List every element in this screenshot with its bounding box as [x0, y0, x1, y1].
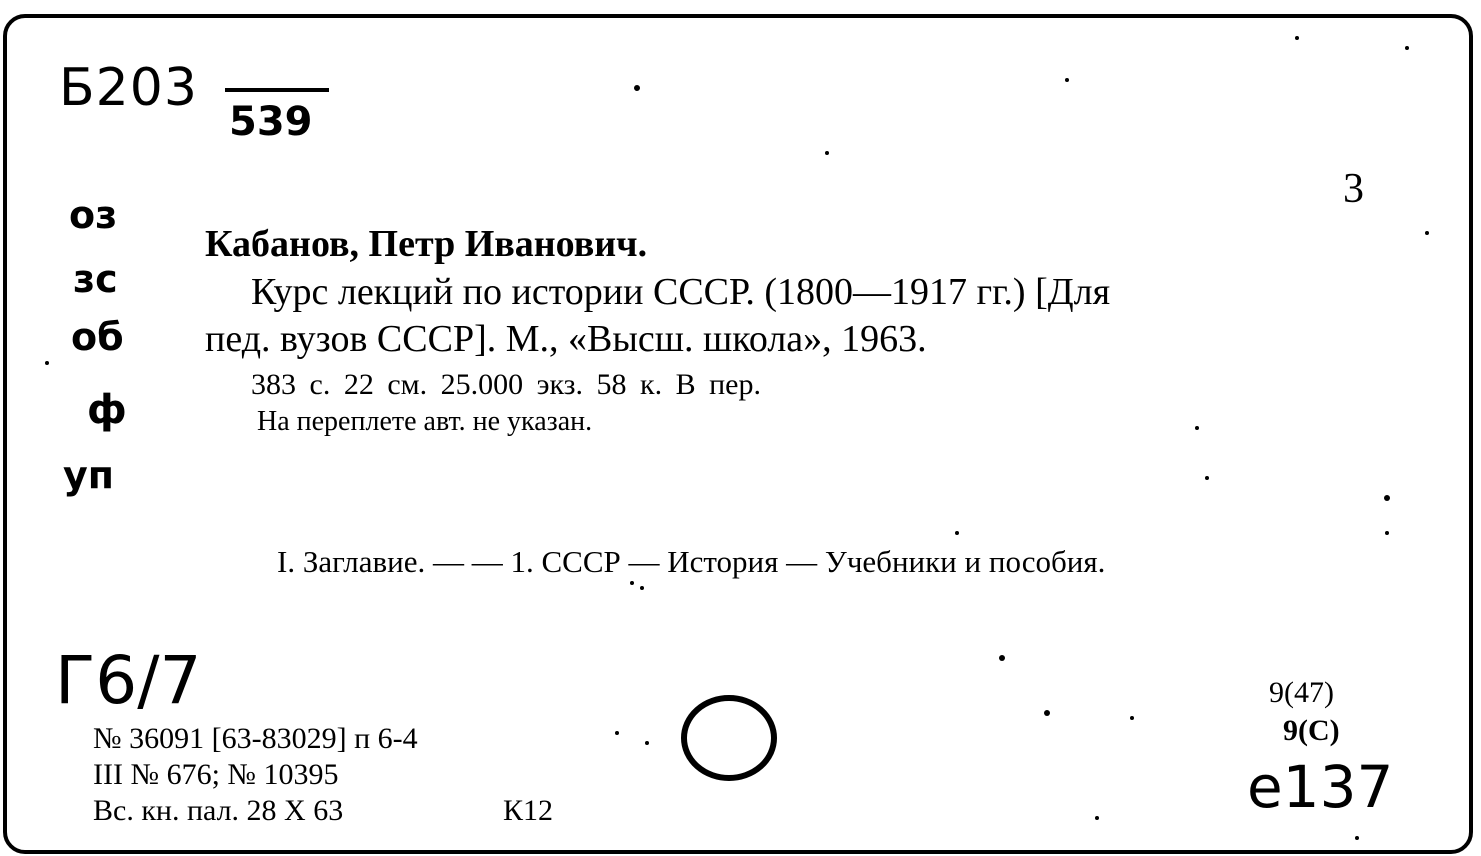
handwritten-code-sub: 539 — [229, 99, 313, 145]
margin-mark-ob: об — [71, 315, 124, 359]
classification-udc2: 9(С) — [1283, 714, 1340, 747]
physical-description: 383 с. 22 см. 25.000 экз. 58 к. В пер. — [251, 368, 761, 401]
note: На переплете авт. не указан. — [257, 406, 593, 437]
classification-udc1: 9(47) — [1269, 676, 1334, 709]
title-line-1: Курс лекций по истории СССР. (1800—1917 гг.) [Для — [251, 271, 1111, 313]
margin-mark-up: уп — [63, 453, 115, 497]
margin-mark-f: ф — [87, 387, 127, 433]
author-heading: Кабанов, Петр Иванович. — [205, 223, 648, 265]
title-line-2: пед. вузов СССР]. М., «Высш. школа», 1963. — [205, 318, 927, 360]
code-overline — [225, 88, 329, 92]
footer-code: К12 — [503, 794, 554, 827]
handwritten-circle — [677, 688, 787, 788]
footer-line-2: III № 676; № 10395 — [93, 758, 339, 791]
footer-line-3: Вс. кн. пал. 28 X 63 — [93, 794, 344, 827]
catalog-card — [3, 14, 1473, 854]
handwritten-shelf: Г6/7 — [55, 642, 202, 719]
card-number: 3 — [1343, 166, 1364, 212]
handwritten-code: Б203 — [59, 58, 198, 118]
footer-line-1: № 36091 [63-83029] п 6-4 — [93, 722, 418, 755]
margin-mark-zs: зс — [73, 257, 118, 301]
handwritten-bottom-right: е137 — [1247, 753, 1394, 821]
tracings: I. Заглавие. — — 1. СССР — История — Учебники и пособия. — [277, 544, 1106, 579]
margin-mark-oz: оз — [69, 193, 118, 237]
